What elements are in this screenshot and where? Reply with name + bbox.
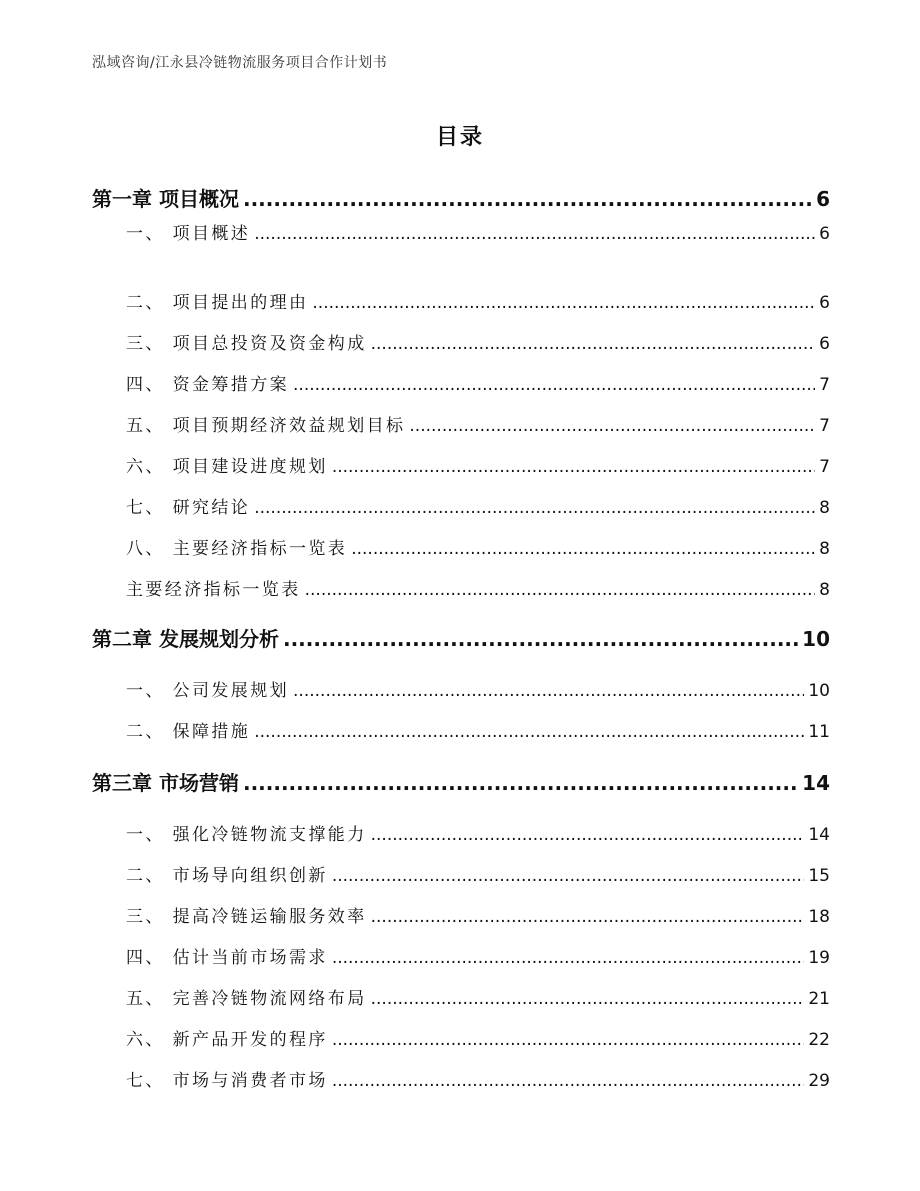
toc-entry-section[interactable] — [126, 452, 830, 477]
toc-entry-section[interactable] — [126, 861, 830, 886]
toc-entry-label: 一、 项目概述 — [126, 224, 251, 244]
toc-entry-section[interactable] — [126, 534, 830, 559]
toc-dot-leader — [409, 416, 815, 436]
toc-entry-page: 8 — [819, 580, 830, 600]
toc-dot-leader — [371, 907, 805, 927]
toc-entry-page: 19 — [808, 948, 830, 968]
toc-entry-label: 第二章 发展规划分析 — [92, 627, 279, 651]
toc-dot-leader — [332, 1071, 805, 1091]
toc-entry-chapter-3[interactable] — [92, 767, 830, 796]
toc-entry-label: 七、 研究结论 — [126, 498, 251, 518]
toc-entry-page: 14 — [808, 825, 830, 845]
toc-entry-section[interactable] — [126, 1066, 830, 1091]
toc-dot-leader — [371, 989, 805, 1009]
toc-dot-leader — [254, 498, 815, 518]
toc-entry-section[interactable] — [126, 943, 830, 968]
toc-entry-section[interactable] — [126, 717, 830, 742]
toc-entry-label: 二、 项目提出的理由 — [126, 293, 309, 313]
toc-entry-page: 7 — [819, 375, 830, 395]
toc-entry-page: 6 — [816, 187, 830, 211]
toc-dot-leader — [283, 627, 798, 651]
toc-entry-page: 6 — [819, 224, 830, 244]
toc-entry-page: 22 — [808, 1030, 830, 1050]
toc-entry-page: 10 — [808, 681, 830, 701]
toc-dot-leader — [254, 224, 815, 244]
toc-dot-leader — [351, 539, 815, 559]
toc-entry-label: 二、 市场导向组织创新 — [126, 866, 328, 886]
toc-entry-section[interactable] — [126, 411, 830, 436]
toc-dot-leader — [332, 866, 805, 886]
toc-dot-leader — [332, 457, 815, 477]
toc-dot-leader — [332, 1030, 805, 1050]
toc-entry-page: 8 — [819, 498, 830, 518]
toc-title: 目录 — [435, 125, 484, 150]
toc-dot-leader — [293, 681, 804, 701]
toc-entry-label: 六、 新产品开发的程序 — [126, 1030, 328, 1050]
toc-entry-label: 七、 市场与消费者市场 — [126, 1071, 328, 1091]
toc-entry-label: 六、 项目建设进度规划 — [126, 457, 328, 477]
toc-entry-label: 二、 保障措施 — [126, 722, 251, 742]
toc-entry-label: 五、 项目预期经济效益规划目标 — [126, 416, 406, 436]
toc-entry-section[interactable] — [126, 902, 830, 927]
toc-entry-section[interactable] — [126, 493, 830, 518]
toc-dot-leader — [254, 722, 804, 742]
toc-entry-label: 一、 强化冷链物流支撑能力 — [126, 825, 367, 845]
toc-entry-label: 五、 完善冷链物流网络布局 — [126, 989, 367, 1009]
toc-entry-label: 第三章 市场营销 — [92, 771, 239, 795]
toc-entry-page: 10 — [802, 627, 830, 651]
toc-dot-leader — [243, 771, 798, 795]
toc-entry-page: 8 — [819, 539, 830, 559]
toc-entry-label: 第一章 项目概况 — [92, 187, 239, 211]
toc-entry-page: 11 — [808, 722, 830, 742]
toc-entry-section[interactable] — [126, 984, 830, 1009]
toc-entry-page: 18 — [808, 907, 830, 927]
toc-entry-section[interactable] — [126, 820, 830, 845]
toc-entry-label: 一、 公司发展规划 — [126, 681, 290, 701]
toc-dot-leader — [243, 187, 812, 211]
toc-entry-page: 7 — [819, 416, 830, 436]
toc-entry-section[interactable] — [126, 575, 830, 600]
toc-entry-label: 四、 资金筹措方案 — [126, 375, 290, 395]
toc-dot-leader — [312, 293, 815, 313]
page-header: 泓域咨询/江永县冷链物流服务项目合作计划书 — [92, 55, 388, 71]
toc-entry-label: 八、 主要经济指标一览表 — [126, 539, 348, 559]
toc-entry-section[interactable] — [126, 288, 830, 313]
toc-entry-label: 四、 估计当前市场需求 — [126, 948, 328, 968]
toc-entry-section[interactable] — [126, 219, 830, 244]
toc-entry-page: 21 — [808, 989, 830, 1009]
toc-entry-label: 主要经济指标一览表 — [126, 580, 301, 600]
toc-entry-page: 6 — [819, 293, 830, 313]
toc-entry-chapter-2[interactable] — [92, 623, 830, 652]
toc-entry-label: 三、 提高冷链运输服务效率 — [126, 907, 367, 927]
toc-entry-section[interactable] — [126, 329, 830, 354]
toc-entry-section[interactable] — [126, 676, 830, 701]
toc-entry-section[interactable] — [126, 1025, 830, 1050]
toc-entry-label: 三、 项目总投资及资金构成 — [126, 334, 367, 354]
toc-dot-leader — [332, 948, 805, 968]
toc-entry-page: 7 — [819, 457, 830, 477]
toc-entry-chapter-1[interactable] — [92, 183, 830, 212]
toc-dot-leader — [371, 825, 805, 845]
toc-entry-page: 6 — [819, 334, 830, 354]
toc-entry-page: 14 — [802, 771, 830, 795]
toc-dot-leader — [371, 334, 816, 354]
toc-entry-section[interactable] — [126, 370, 830, 395]
toc-dot-leader — [293, 375, 815, 395]
toc-entry-page: 15 — [808, 866, 830, 886]
toc-dot-leader — [305, 580, 816, 600]
toc-entry-page: 29 — [808, 1071, 830, 1091]
